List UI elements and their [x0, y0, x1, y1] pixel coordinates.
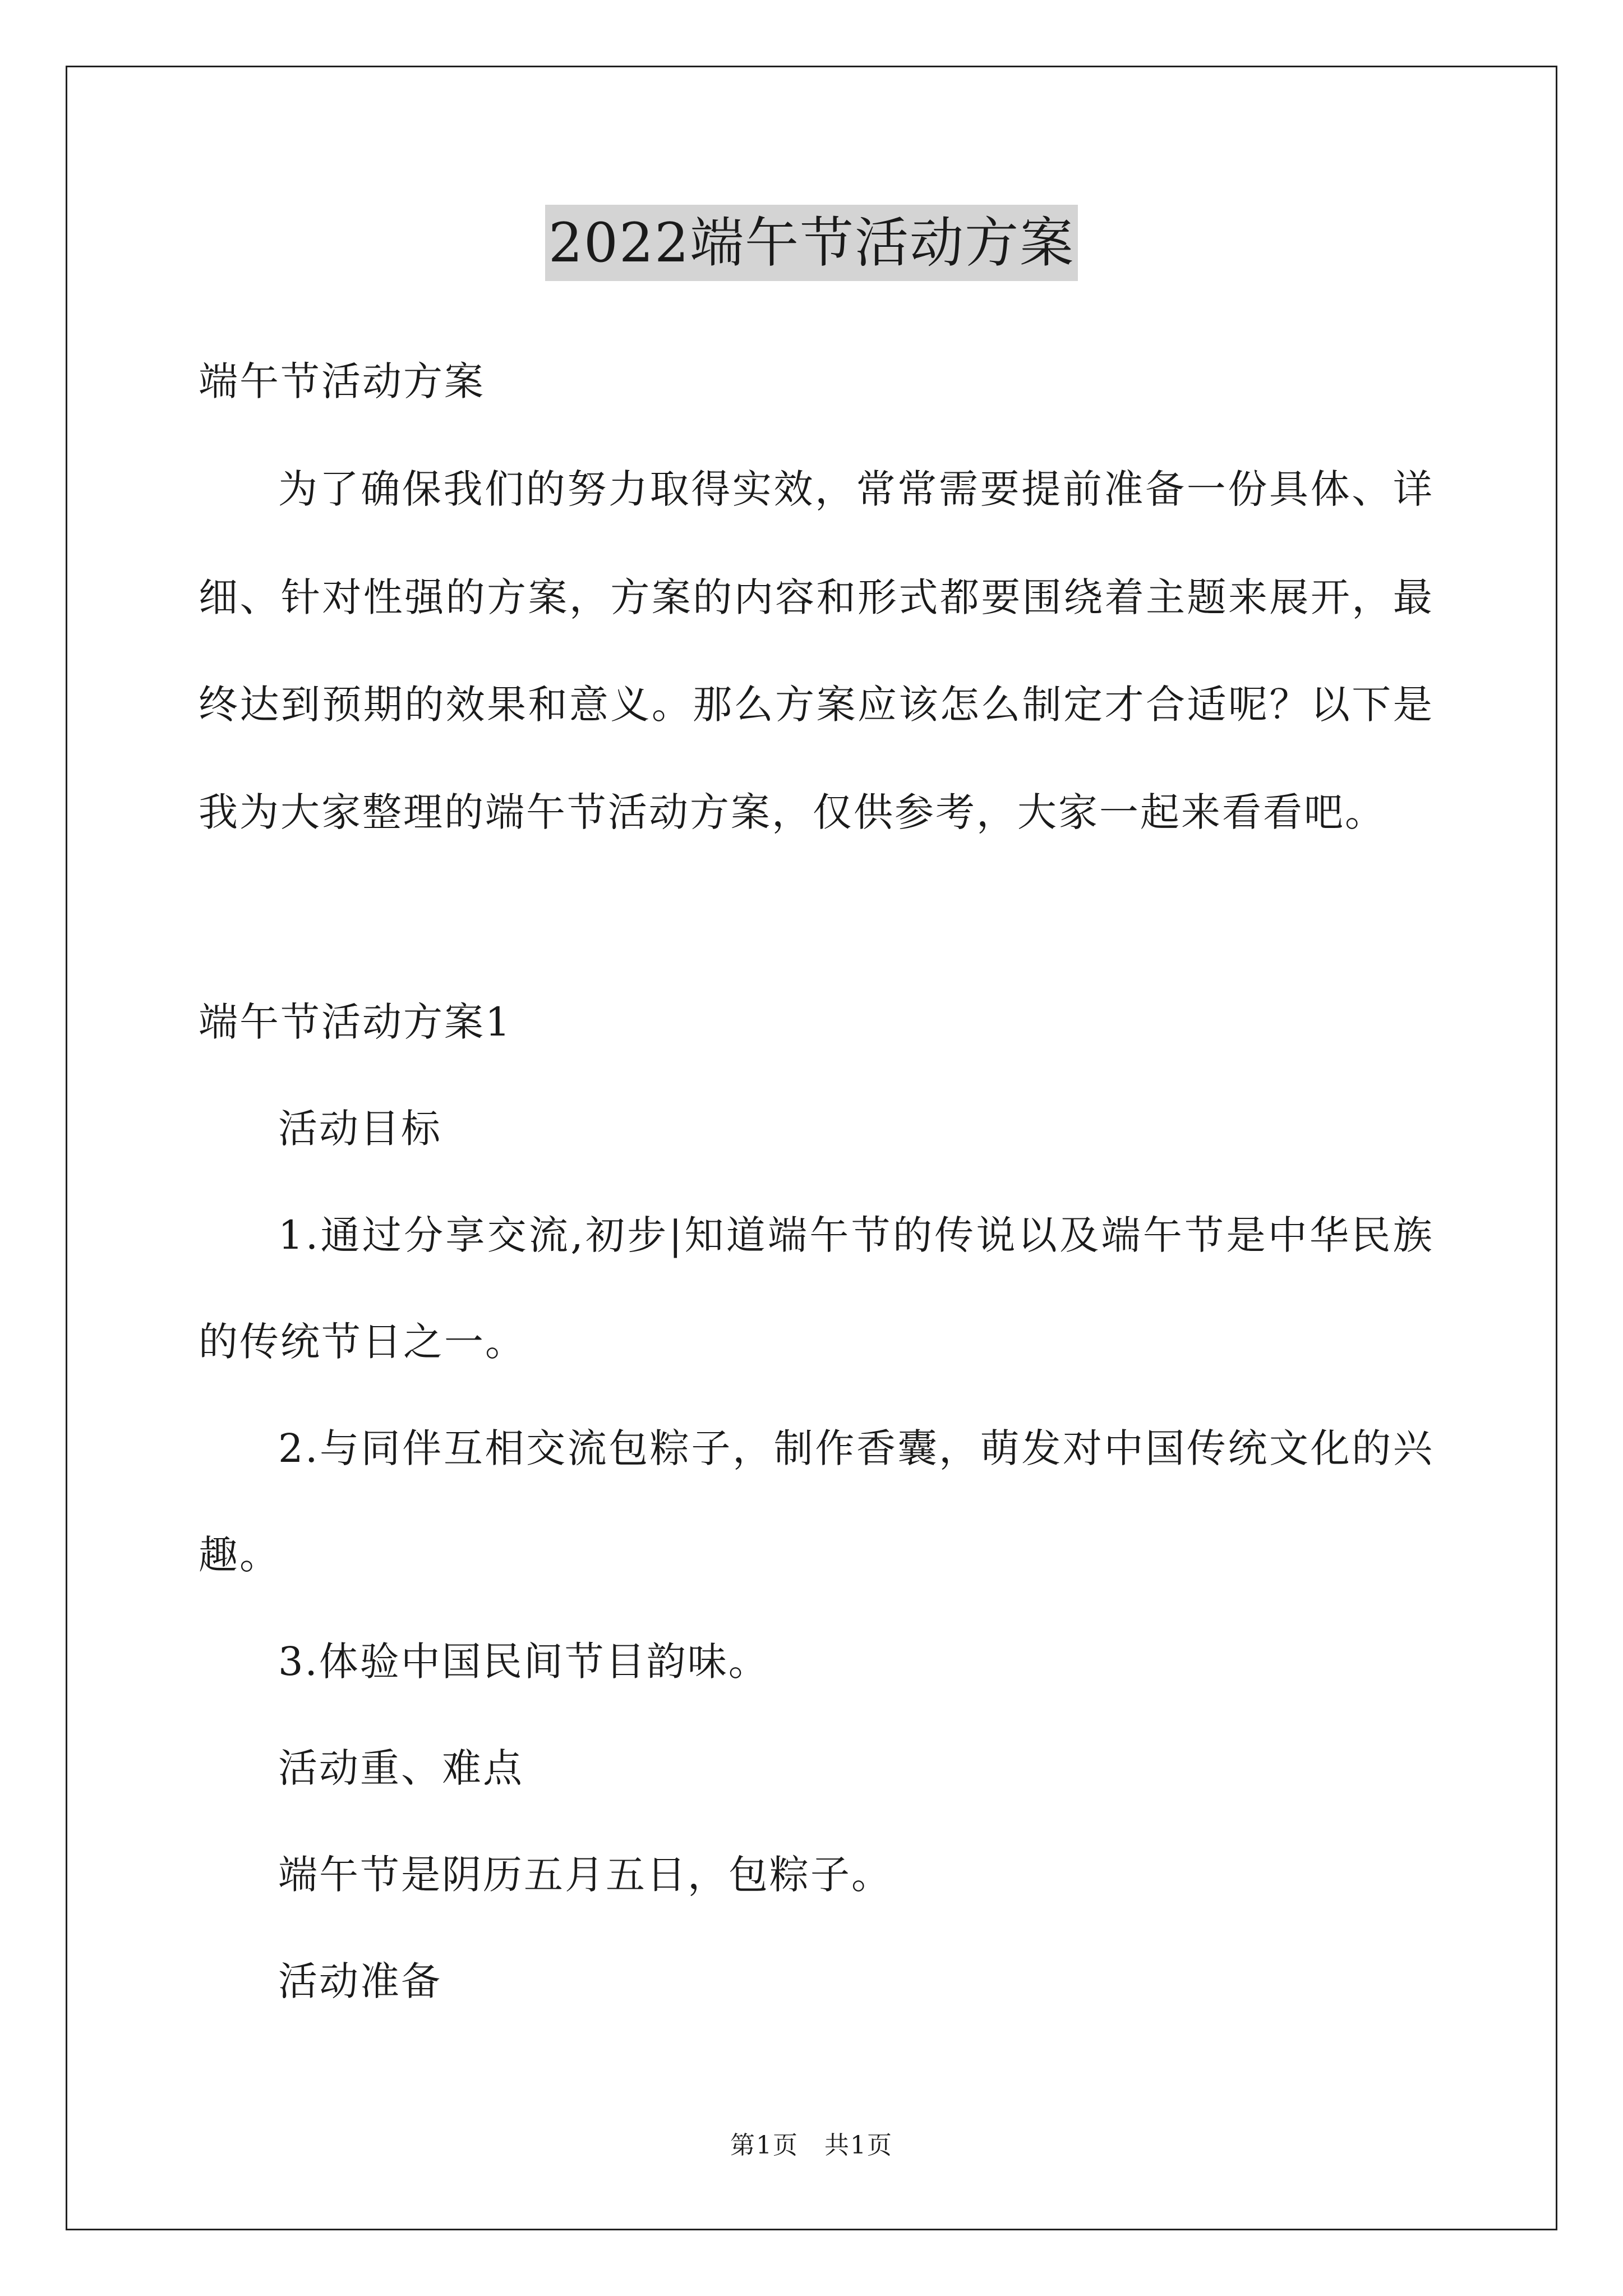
document-subtitle: 端午节活动方案: [199, 358, 485, 404]
preparation-heading: 活动准备: [278, 1958, 442, 2004]
goal-2-line-1: 2 . 与 同 伴 互 相 交 流 包 粽 子 ， 制 作 香 囊 ， 萌 发 对 中 国 传 统 文 化 的 兴: [278, 1425, 1432, 1471]
intro-line-1: 为 了 确 保 我 们 的 努 力 取 得 实 效 ， 常 常 需 要 提 前 准 备 一 份 具 体 、 详: [278, 466, 1432, 512]
intro-line-2: 细 、 针 对 性 强 的 方 案 ， 方 案 的 内 容 和 形 式 都 要 围 绕 着 主 题 来 展 开 ， 最: [199, 574, 1432, 620]
document-title: 2022端午节活动方案: [545, 205, 1078, 281]
page-number: 第1页 共1页: [730, 2131, 893, 2160]
intro-line-4: 我为大家整理的端午节活动方案，仅供参考，大家一起来看看吧。: [199, 789, 1386, 835]
goal-3: 3.体验中国民间节目韵味。: [278, 1639, 769, 1685]
goal-heading: 活动目标: [278, 1106, 442, 1152]
title-container: [0, 205, 1623, 281]
key-points-text: 端午节是阴历五月五日，包粽子。: [278, 1852, 892, 1898]
goal-1-line-1: 1 . 通 过 分 享 交 流 , 初 步 | 知 道 端 午 节 的 传 说 以 及 端 午 节 是 中 华 民 族: [278, 1212, 1432, 1258]
goal-2-line-2: 趣。: [199, 1532, 280, 1578]
section-heading: 端午节活动方案1: [199, 999, 512, 1045]
goal-1-line-2: 的传统节日之一。: [199, 1319, 526, 1365]
intro-line-3: 终 达 到 预 期 的 效 果 和 意 义 。 那 么 方 案 应 该 怎 么 制 定 才 合 适 呢 ？ 以 下 是: [199, 682, 1432, 728]
key-points-heading: 活动重、难点: [278, 1745, 524, 1791]
